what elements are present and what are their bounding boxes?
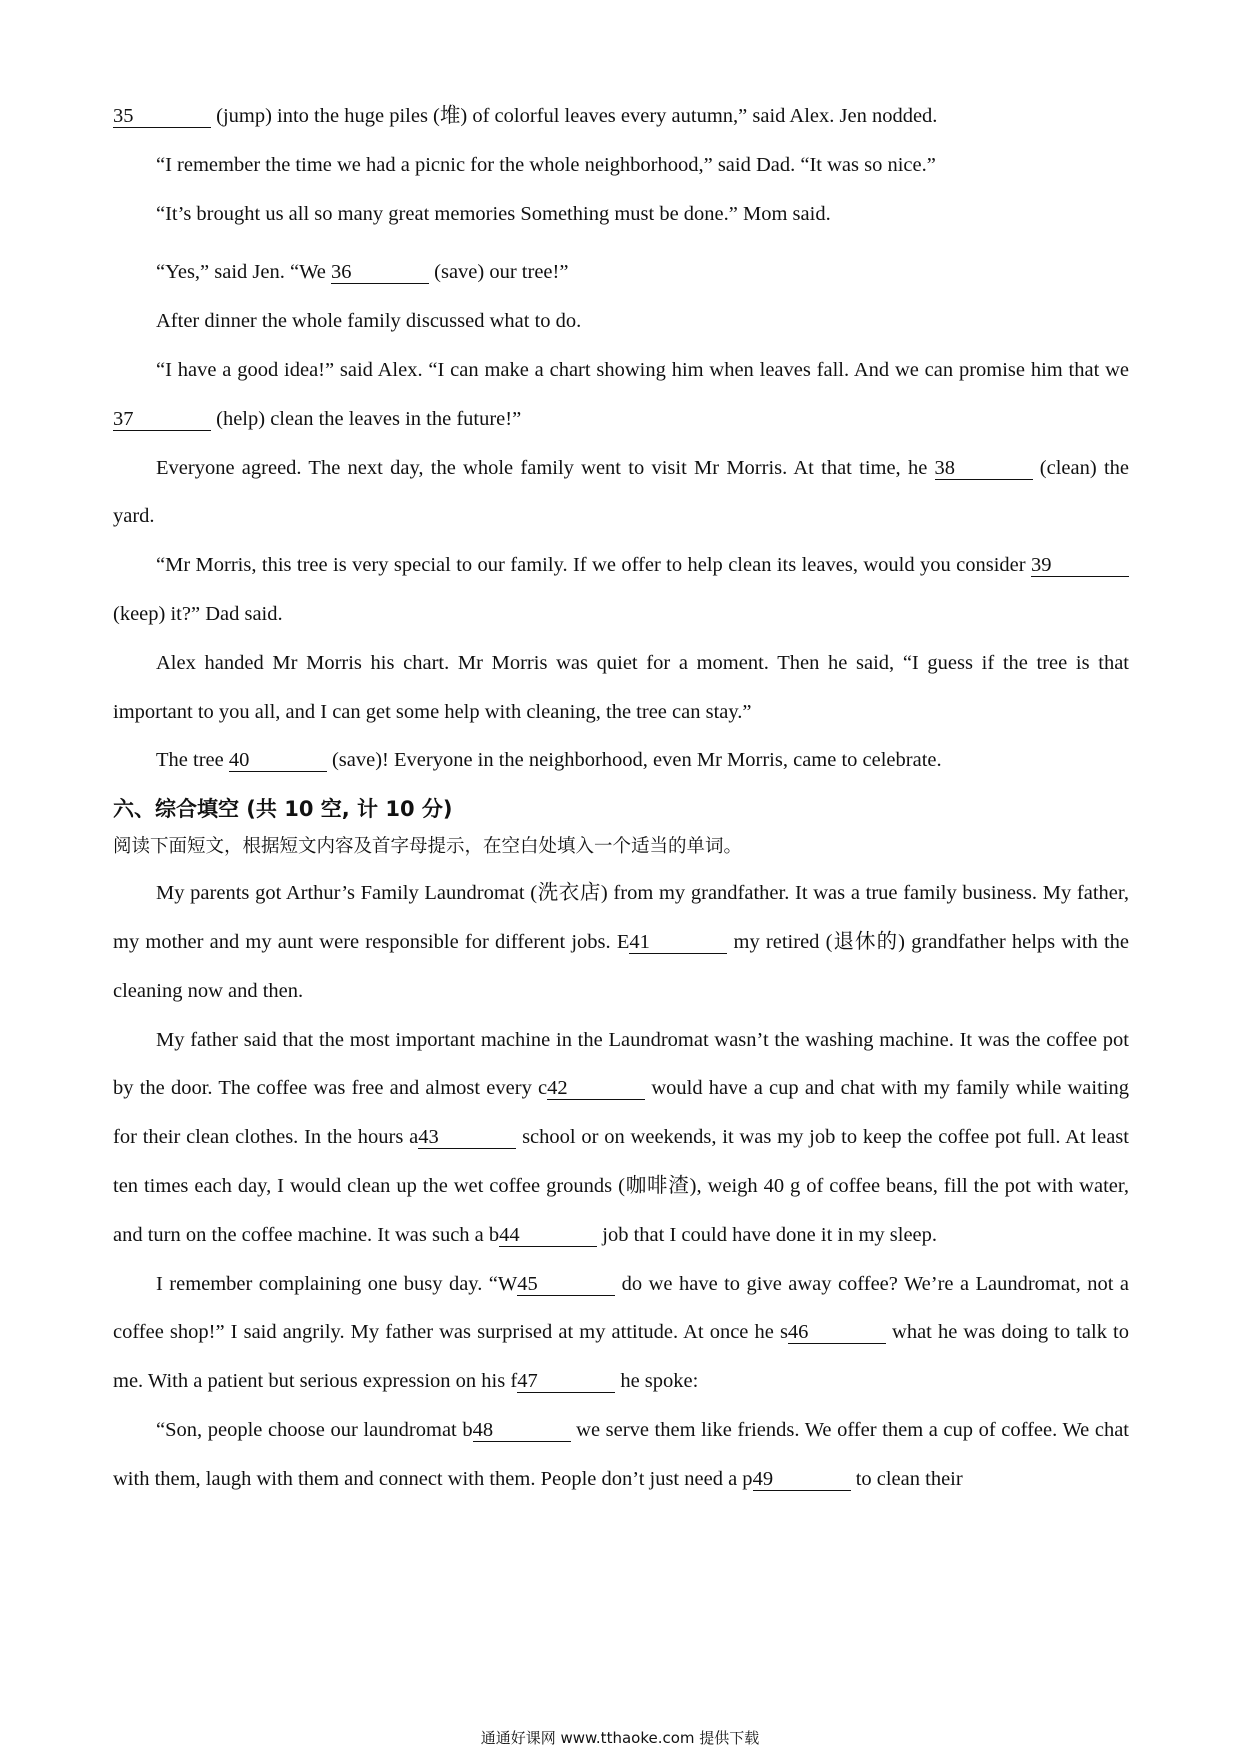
- paragraph: [113, 639, 1129, 737]
- paragraph-text: we serve them like friends. We offer them a cup of coffee. We chat with them, laugh with them and connect with them. People don’t just need a p: [113, 1418, 1129, 1490]
- paragraph: [113, 1260, 1129, 1406]
- answer-blank-44[interactable]: 44: [499, 1224, 597, 1247]
- paragraph: [113, 1016, 1129, 1260]
- answer-blank-43[interactable]: 43: [418, 1126, 516, 1149]
- answer-blank-47[interactable]: 47: [517, 1370, 615, 1393]
- section-6-instruction: 阅读下面短文，根据短文内容及首字母提示，在空白处填入一个适当的单词。: [113, 836, 743, 858]
- answer-blank-35[interactable]: 35: [113, 105, 211, 128]
- answer-blank-42[interactable]: 42: [547, 1077, 645, 1100]
- paragraph-text: “I have a good idea!” said Alex. “I can make a chart showing him when leaves fall. And we can promise him that we: [156, 358, 1129, 381]
- answer-blank-45[interactable]: 45: [517, 1273, 615, 1296]
- passage-part6: [113, 869, 1129, 1503]
- paragraph-text: My parents got Arthur’s Family Laundromat (洗衣店) from my grandfather. It was a true family business. My father, my mother and my aunt were responsible for different jobs. E: [113, 882, 1129, 953]
- paragraph-text: (save)! Everyone in the neighborhood, even Mr Morris, came to celebrate.: [326, 749, 942, 772]
- answer-blank-49[interactable]: 49: [753, 1468, 851, 1491]
- paragraph-text: “It’s brought us all so many great memories Something must be done.” Mom said.: [156, 202, 831, 225]
- paragraph-text: (clean) the yard.: [113, 456, 1129, 528]
- paragraph: [113, 541, 1129, 639]
- paragraph: [113, 92, 1129, 141]
- answer-blank-36[interactable]: 36: [331, 261, 429, 284]
- paragraph: [113, 297, 1129, 346]
- paragraph-text: “Yes,” said Jen. “We: [156, 261, 332, 284]
- paragraph: [113, 869, 1129, 1015]
- paragraph-text: to clean their: [850, 1467, 963, 1490]
- paragraph-text: do we have to give away coffee? We’re a Laundromat, not a coffee shop!” I said angrily. My father was surprised at my attitude. At once he s: [113, 1272, 1129, 1344]
- passage-part5: [113, 92, 1129, 785]
- paragraph-text: After dinner the whole family discussed what to do.: [156, 310, 582, 333]
- paragraph: [113, 190, 1129, 239]
- paragraph-text: (save) our tree!”: [429, 261, 569, 284]
- paragraph-text: Alex handed Mr Morris his chart. Mr Morris was quiet for a moment. Then he said, “I guess if the tree is that important to you all, and I can get some help with cleaning, the tree can stay.”: [113, 651, 1129, 723]
- answer-blank-39[interactable]: 39: [1031, 554, 1129, 577]
- paragraph: [113, 346, 1129, 444]
- paragraph-text: what he was doing to talk to me. With a patient but serious expression on his f: [113, 1321, 1129, 1393]
- answer-blank-40[interactable]: 40: [229, 749, 327, 772]
- paragraph-text: I remember complaining one busy day. “W: [156, 1272, 518, 1295]
- paragraph-text: job that I could have done it in my sleep.: [597, 1223, 938, 1246]
- paragraph-text: school or on weekends, it was my job to keep the coffee pot full. At least ten times each day, I would clean up the wet coffee grounds (咖啡渣), weigh 40 g of coffee beans, fill the pot with water, and turn on the coffee machine. It was such a b: [113, 1126, 1129, 1246]
- section-6-heading: 六、综合填空 (共 10 空, 计 10 分): [113, 797, 453, 822]
- paragraph: [113, 444, 1129, 542]
- paragraph-text: “Mr Morris, this tree is very special to our family. If we offer to help clean its leaves, would you consider: [156, 554, 1031, 577]
- paragraph-text: he spoke:: [615, 1370, 699, 1393]
- document-page: [113, 92, 1129, 1504]
- paragraph-text: My father said that the most important machine in the Laundromat wasn’t the washing machine. It was the coffee pot by the door. The coffee was free and almost every c: [113, 1028, 1129, 1100]
- paragraph-text: would have a cup and chat with my family while waiting for their clean clothes. In the hours a: [113, 1077, 1129, 1149]
- paragraph-text: (jump) into the huge piles (堆) of colorful leaves every autumn,” said Alex. Jen nodded.: [211, 105, 938, 127]
- paragraph: [113, 736, 1129, 785]
- paragraph: [113, 248, 1129, 297]
- paragraph-text: (keep) it?” Dad said.: [113, 602, 283, 625]
- answer-blank-37[interactable]: 37: [113, 408, 211, 431]
- paragraph-text: The tree: [156, 749, 229, 772]
- paragraph: [113, 141, 1129, 190]
- page-footer: 通通好课网 www.tthaoke.com 提供下载: [480, 1729, 760, 1747]
- paragraph-text: (help) clean the leaves in the future!”: [211, 407, 522, 430]
- answer-blank-46[interactable]: 46: [788, 1321, 886, 1344]
- answer-blank-41[interactable]: 41: [629, 931, 727, 954]
- paragraph-text: my retired (退休的) grandfather helps with the cleaning now and then.: [113, 930, 1129, 1002]
- paragraph-text: “Son, people choose our laundromat b: [156, 1418, 473, 1441]
- paragraph-text: “I remember the time we had a picnic for the whole neighborhood,” said Dad. “It was so nice.”: [156, 153, 936, 176]
- answer-blank-48[interactable]: 48: [473, 1419, 571, 1442]
- paragraph: [113, 1406, 1129, 1504]
- paragraph-text: Everyone agreed. The next day, the whole family went to visit Mr Morris. At that time, he: [156, 456, 935, 479]
- answer-blank-38[interactable]: 38: [935, 457, 1033, 480]
